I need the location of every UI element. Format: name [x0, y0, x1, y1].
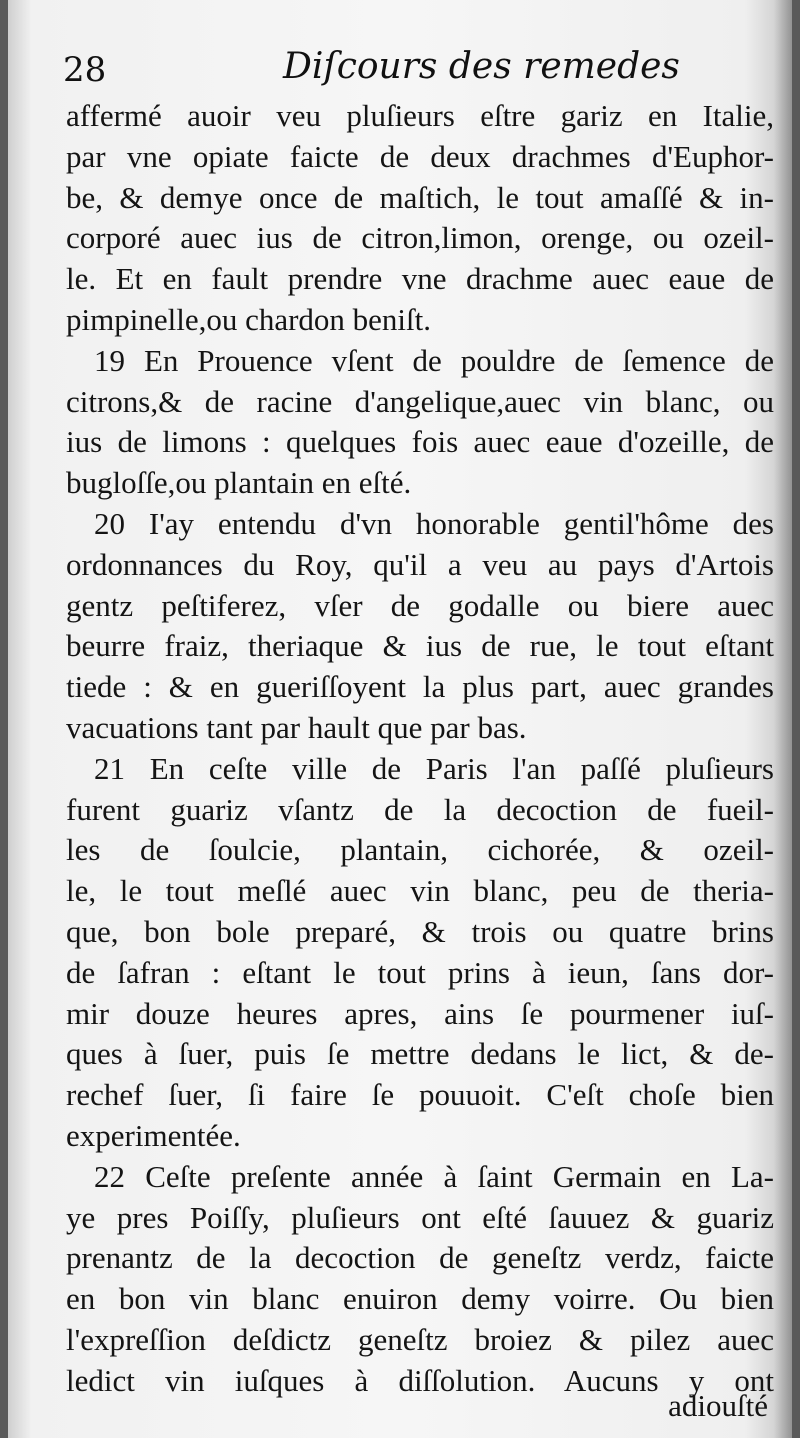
text-line: gentz peſtiferez, vſer de godalle ou biere auec	[66, 587, 774, 623]
text-line: ye pres Poiſſy, pluſieurs ont eſté ſauuez & guariz	[66, 1199, 774, 1235]
text-line: affermé auoir veu pluſieurs eſtre gariz en Italie,	[66, 98, 774, 133]
page-header	[63, 38, 763, 98]
text-line: vacuations tant par hault que par bas.	[66, 709, 527, 745]
text-line: experimentée.	[66, 1117, 241, 1153]
text-line: que, bon bole preparé, & trois ou quatre brins	[66, 913, 774, 949]
text-line: be, & demye once de maſtich, le tout amaſſé & in-	[66, 179, 774, 215]
text-line: citrons,& de racine d'angelique,auec vin blanc, ou	[66, 383, 774, 419]
text-line: en bon vin blanc enuiron demy voirre. Ou bien	[66, 1281, 774, 1317]
book-page	[8, 0, 792, 1438]
text-line: ques à ſuer, puis ſe mettre dedans le lict, & de-	[66, 1036, 774, 1072]
text-line: corporé auec ius de citron,limon, orenge, ou ozeil-	[66, 220, 774, 256]
catchword: adiouſté	[668, 1388, 768, 1423]
text-line: prenantz de la decoction de geneſtz verdz, faicte	[66, 1240, 774, 1276]
text-line: mir douze heures apres, ains ſe pourmener iuſ-	[66, 995, 774, 1031]
page-number: 28	[63, 50, 107, 90]
text-line: ordonnances du Roy, qu'il a veu au pays d'Artois	[66, 546, 774, 582]
text-line: beurre fraiz, theriaque & ius de rue, le tout eſtant	[66, 628, 774, 664]
text-line: furent guariz vſantz de la decoction de fueil-	[66, 791, 774, 827]
paragraph-start-20: 20 I'ay entendu d'vn honorable gentil'hôme des	[94, 505, 774, 541]
paragraph-start-22: 22 Ceſte preſente année à ſaint Germain en La-	[94, 1158, 774, 1194]
running-title: Diſcours des remedes	[283, 46, 680, 87]
text-line: ledict vin iuſques à diſſolution. Aucuns y ont	[66, 1362, 774, 1398]
page-edge-shadow	[774, 0, 792, 1438]
text-line: tiede : & en gueriſſoyent la plus part, auec grandes	[66, 669, 774, 705]
body-text	[66, 96, 774, 1402]
text-line: les de ſoulcie, plantain, cichorée, & ozeil-	[66, 832, 774, 868]
text-line: bugloſſe,ou plantain en eſté.	[66, 465, 412, 501]
text-line: l'expreſſion deſdictz geneſtz broiez & pilez auec	[66, 1321, 774, 1357]
text-line: de ſafran : eſtant le tout prins à ieun, ſans dor-	[66, 954, 774, 990]
text-line: pimpinelle,ou chardon beniſt.	[66, 301, 432, 337]
text-line: par vne opiate faicte de deux drachmes d'Euphor-	[66, 138, 774, 174]
text-line: le, le tout meſlé auec vin blanc, peu de theria-	[66, 873, 774, 909]
text-line: le. Et en fault prendre vne drachme auec eaue de	[66, 261, 774, 297]
paragraph-start-19: 19 En Prouence vſent de pouldre de ſemence de	[94, 342, 774, 378]
text-line: ius de limons : quelques fois auec eaue d'ozeille, de	[66, 424, 774, 460]
paragraph-start-21: 21 En ceſte ville de Paris l'an paſſé pluſieurs	[94, 750, 774, 786]
text-line: rechef ſuer, ſi faire ſe pouuoit. C'eſt choſe bien	[66, 1077, 774, 1113]
